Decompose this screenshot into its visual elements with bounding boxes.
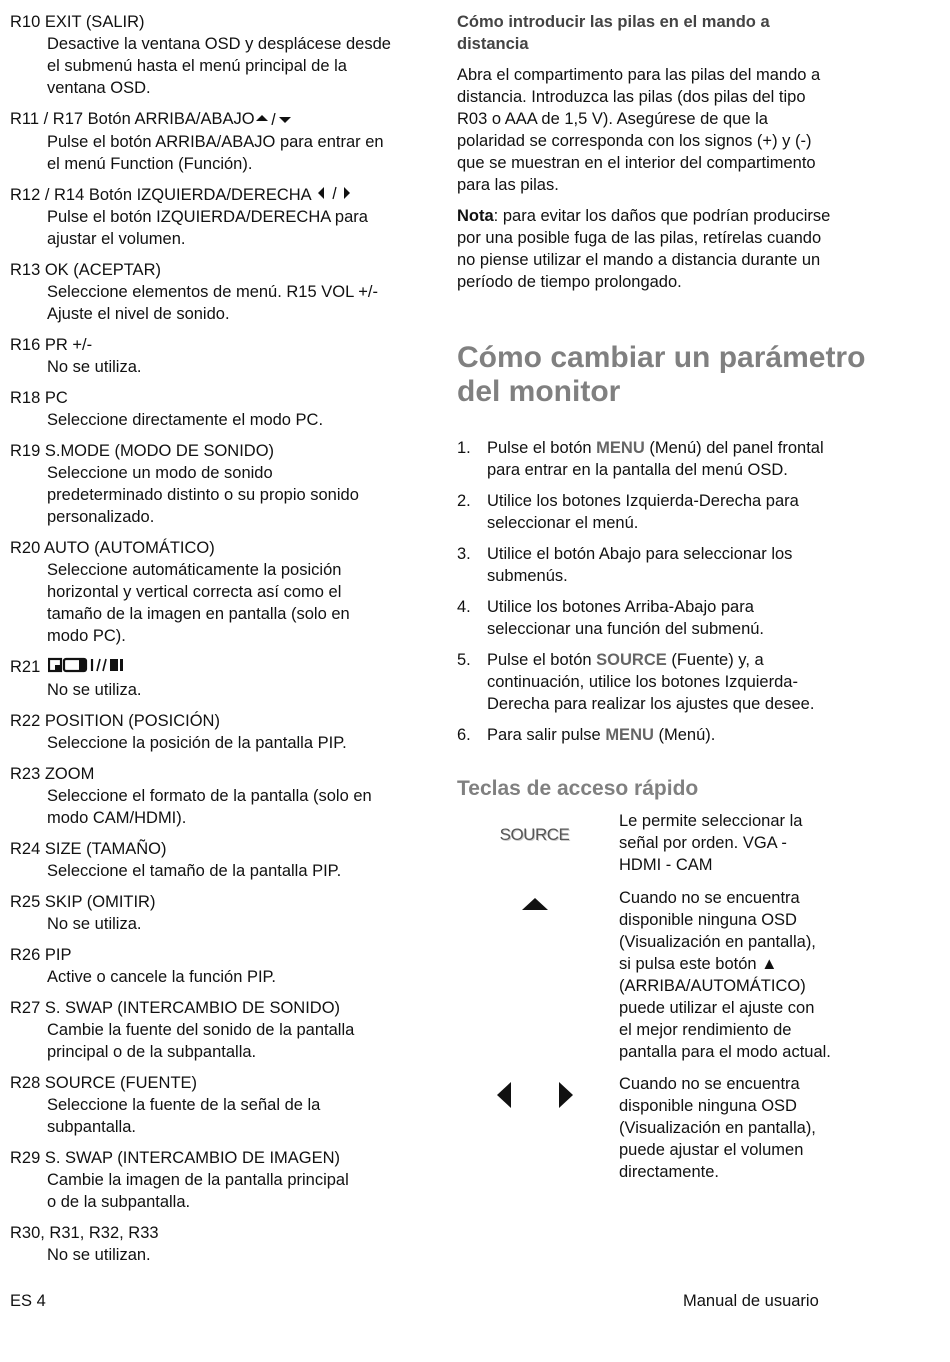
remote-button-entry [10,1147,440,1213]
hotkey-description [619,810,882,876]
description-line: Seleccione la posición de la pantalla PIP. [47,733,347,752]
remote-button-label: R20 AUTO (AUTOMÁTICO) [10,539,215,558]
step-text: Utilice el botón Abajo para seleccionar los [487,545,793,563]
step-number: 1. [457,439,471,457]
hotkeys-title: Teclas de acceso rápido [457,777,699,800]
remote-button-label: R11 / R17 Botón ARRIBA/ABAJO [10,110,255,128]
hotkey-description [619,887,882,1063]
step-line [487,649,882,671]
up-down-arrows-icon [255,109,295,131]
section-title [457,341,882,409]
steps-list [457,437,882,746]
step-line [487,437,882,459]
step-text: (Menú) del panel frontal [644,439,824,457]
remote-button-name [10,997,440,1019]
remote-button-label: R25 SKIP (OMITIR) [10,892,156,911]
remote-button-entry [10,997,440,1063]
remote-button-entry [10,387,440,431]
batteries-body-line: para las pilas. [457,176,559,194]
description-line: No se utiliza. [47,914,142,933]
step-text: (Fuente) y, a [666,651,764,669]
remote-button-entry [10,440,440,528]
step-item [457,490,882,534]
description-line: Pulse el botón ARRIBA/ABAJO para entrar en [47,132,384,151]
remote-button-description [10,33,440,99]
remote-button-name [10,838,440,860]
description-line: Desactive la ventana OSD y desplácese desde [47,35,391,53]
hotkey-line: directamente. [619,1163,719,1181]
description-line: No se utiliza. [47,358,142,377]
button-keyword: SOURCE [596,651,667,669]
note-line: : para evitar los daños que podrían producirse [493,207,831,225]
step-line: para entrar en la pantalla del menú OSD. [487,461,788,479]
description-line: personalizado. [47,508,155,527]
description-line: ventana OSD. [47,79,151,97]
remote-button-name [10,259,440,281]
remote-button-label: R27 S. SWAP (INTERCAMBIO DE SONIDO) [10,998,341,1017]
description-line: el submenú hasta el menú principal de la [47,57,347,75]
teletext-mix-icon [48,657,128,679]
batteries-body [457,64,882,196]
remote-button-label: R28 SOURCE (FUENTE) [10,1073,198,1092]
remote-button-name [10,11,440,33]
section-title-line: Cómo cambiar un parámetro [457,341,866,374]
batteries-body-line: Abra el compartimento para las pilas del mando a [457,66,821,84]
remote-button-name [10,184,440,207]
remote-button-entry [10,1072,440,1138]
remote-button-description [10,409,440,431]
step-line [487,543,882,565]
step-number: 2. [457,492,471,510]
step-line: seleccionar el menú. [487,514,639,532]
description-line: Seleccione un modo de sonido [47,464,273,483]
description-line: Pulse el botón IZQUIERDA/DERECHA para [47,208,368,227]
remote-button-name [10,387,440,409]
hotkey-row [457,887,882,1063]
batteries-body-line: que se muestran en el interior del compartimento [457,154,816,172]
hotkey-row [457,1073,882,1183]
remote-button-name [10,710,440,732]
step-text: Utilice los botones Arriba-Abajo para [487,598,754,616]
description-line: subpantalla. [47,1117,136,1136]
remote-button-entry [10,891,440,935]
remote-button-label: R21 [10,658,41,677]
step-line: continuación, utilice los botones Izquierda- [487,673,798,691]
remote-button-label: R19 S.MODE (MODO DE SONIDO) [10,442,275,461]
remote-button-entry [10,838,440,882]
description-line: tamaño de la imagen en pantalla (solo en [47,605,350,624]
step-line [487,490,882,512]
batteries-heading [457,11,882,55]
remote-button-entry [10,11,440,99]
remote-button-entry [10,259,440,325]
description-line: Seleccione directamente el modo PC. [47,411,324,430]
remote-button-description [10,679,440,701]
hotkey-line: disponible ninguna OSD [619,1097,797,1115]
remote-button-name [10,656,440,679]
remote-button-description [10,913,440,935]
batteries-body-line: R03 o AAA de 1,5 V). Asegúrese de que la [457,110,768,128]
remote-button-label: R16 PR +/- [10,336,93,355]
step-line: submenús. [487,567,568,585]
hotkey-line: (ARRIBA/AUTOMÁTICO) [619,977,806,995]
remote-button-name [10,440,440,462]
hotkey-line: si pulsa este botón ▲ [619,955,778,973]
hotkey-line: puede ajustar el volumen [619,1141,804,1159]
step-number: 3. [457,545,471,563]
step-text: Utilice los botones Izquierda-Derecha para [487,492,799,510]
remote-button-label: R26 PIP [10,945,72,964]
description-line: modo PC). [47,627,126,646]
step-number: 6. [457,726,471,744]
remote-button-description [10,206,440,250]
description-line: Active o cancele la función PIP. [47,967,277,986]
note-line: por una posible fuga de las pilas, retírelas cuando [457,229,822,247]
remote-button-entry [10,763,440,829]
remote-button-description [10,559,440,647]
step-text: Para salir pulse [487,726,606,744]
step-text: Pulse el botón [487,651,597,669]
right-column [457,11,882,1193]
remote-button-description [10,462,440,528]
description-line: Seleccione automáticamente la posición [47,561,342,580]
note-line: no piense utilizar el mando a distancia durante un [457,251,821,269]
remote-button-description [10,1094,440,1138]
section-title-line: del monitor [457,375,621,408]
description-line: Cambie la fuente del sonido de la pantalla [47,1020,355,1039]
remote-button-entry [10,1222,440,1266]
remote-button-entry [10,108,440,175]
description-line: Seleccione elementos de menú. R15 VOL +/- [47,283,378,302]
step-line: Derecha para realizar los ajustes que desee. [487,695,815,713]
description-line: o de la subpantalla. [47,1192,191,1211]
description-line: Seleccione el formato de la pantalla (solo en [47,786,372,805]
remote-button-label: R22 POSITION (POSICIÓN) [10,711,220,730]
remote-button-description [10,785,440,829]
up-arrow-icon [457,897,612,911]
description-line: el menú Function (Función). [47,154,253,173]
remote-button-name [10,334,440,356]
step-text: (Menú). [653,726,716,744]
remote-button-entry [10,537,440,647]
button-keyword: MENU [596,439,645,457]
description-line: horizontal y vertical correcta así como el [47,583,342,602]
page-number: ES 4 [10,1292,46,1310]
hotkey-line: Cuando no se encuentra [619,1075,800,1093]
remote-button-name [10,537,440,559]
batteries-body-line: polaridad se corresponda con los signos (+) y (-) [457,132,812,150]
hotkey-line: Cuando no se encuentra [619,889,800,907]
remote-button-label: R13 OK (ACEPTAR) [10,261,161,280]
step-line [487,596,882,618]
batteries-heading-line: Cómo introducir las pilas en el mando a [457,13,770,31]
remote-button-name [10,944,440,966]
step-item [457,543,882,587]
manual-title: Manual de usuario [683,1292,819,1310]
step-line [487,724,882,746]
remote-button-label: R10 EXIT (SALIR) [10,13,145,31]
note-label: Nota [457,207,494,225]
hotkey-line: disponible ninguna OSD [619,911,797,929]
remote-button-description [10,1019,440,1063]
remote-button-entry [10,656,440,701]
remote-button-label: R12 / R14 Botón IZQUIERDA/DERECHA [10,185,312,204]
remote-button-entry [10,944,440,988]
description-line: ajustar el volumen. [47,230,186,249]
batteries-heading-line: distancia [457,35,529,53]
remote-button-entry [10,184,440,251]
hotkey-line: (Visualización en pantalla), [619,1119,816,1137]
remote-button-description [10,732,440,754]
left-right-arrows-icon [312,184,356,206]
hotkey-line: (Visualización en pantalla), [619,933,816,951]
hotkey-line: Le permite seleccionar la [619,812,803,830]
batteries-body-line: distancia. Introduzca las pilas (dos pilas del tipo [457,88,806,106]
step-item [457,649,882,715]
step-item [457,596,882,640]
remote-button-name [10,1072,440,1094]
hotkey-line: puede utilizar el ajuste con [619,999,815,1017]
remote-button-name [10,108,440,131]
remote-button-name [10,763,440,785]
step-number: 4. [457,598,471,616]
remote-button-label: R18 PC [10,389,68,408]
description-line: Ajuste el nivel de sonido. [47,305,230,324]
hotkey-line: el mejor rendimiento de [619,1021,792,1039]
remote-button-description [10,356,440,378]
remote-button-entry [10,710,440,754]
remote-button-description [10,1244,440,1266]
description-line: predeterminado distinto o su propio sonido [47,486,359,505]
step-item [457,437,882,481]
hotkey-line: señal por orden. VGA - [619,834,787,852]
description-line: Seleccione el tamaño de la pantalla PIP. [47,861,342,880]
remote-button-description [10,281,440,325]
note-line: período de tiempo prolongado. [457,273,682,291]
hotkey-line: pantalla para el modo actual. [619,1043,831,1061]
button-keyword: MENU [605,726,654,744]
hotkey-description [619,1073,882,1183]
step-number: 5. [457,651,471,669]
remote-button-name [10,891,440,913]
remote-button-name [10,1147,440,1169]
remote-button-label: R29 S. SWAP (INTERCAMBIO DE IMAGEN) [10,1148,341,1167]
remote-button-label: R24 SIZE (TAMAÑO) [10,839,167,858]
hotkeys-list [457,810,882,1183]
description-line: principal o de la subpantalla. [47,1042,257,1061]
description-line: No se utiliza. [47,680,142,699]
remote-button-entry [10,334,440,378]
remote-button-label: R30, R31, R32, R33 [10,1223,159,1242]
hotkey-row [457,810,882,876]
step-item [457,724,882,746]
step-line: seleccionar una función del submenú. [487,620,765,638]
source-key-icon [457,824,612,846]
description-line: No se utilizan. [47,1245,151,1264]
remote-buttons-list [10,11,440,1275]
remote-button-label: R23 ZOOM [10,764,95,783]
hotkey-line: HDMI - CAM [619,856,713,874]
description-line: Cambie la imagen de la pantalla principal [47,1170,349,1189]
remote-button-description [10,860,440,882]
remote-button-description [10,966,440,988]
description-line: Seleccione la fuente de la señal de la [47,1095,321,1114]
remote-button-name [10,1222,440,1244]
remote-button-description [10,131,440,175]
remote-button-description [10,1169,440,1213]
batteries-note [457,205,882,293]
source-key-label: SOURCE [499,825,570,844]
description-line: modo CAM/HDMI). [47,808,187,827]
step-text: Pulse el botón [487,439,597,457]
left-right-arrows-icon [457,1081,612,1109]
